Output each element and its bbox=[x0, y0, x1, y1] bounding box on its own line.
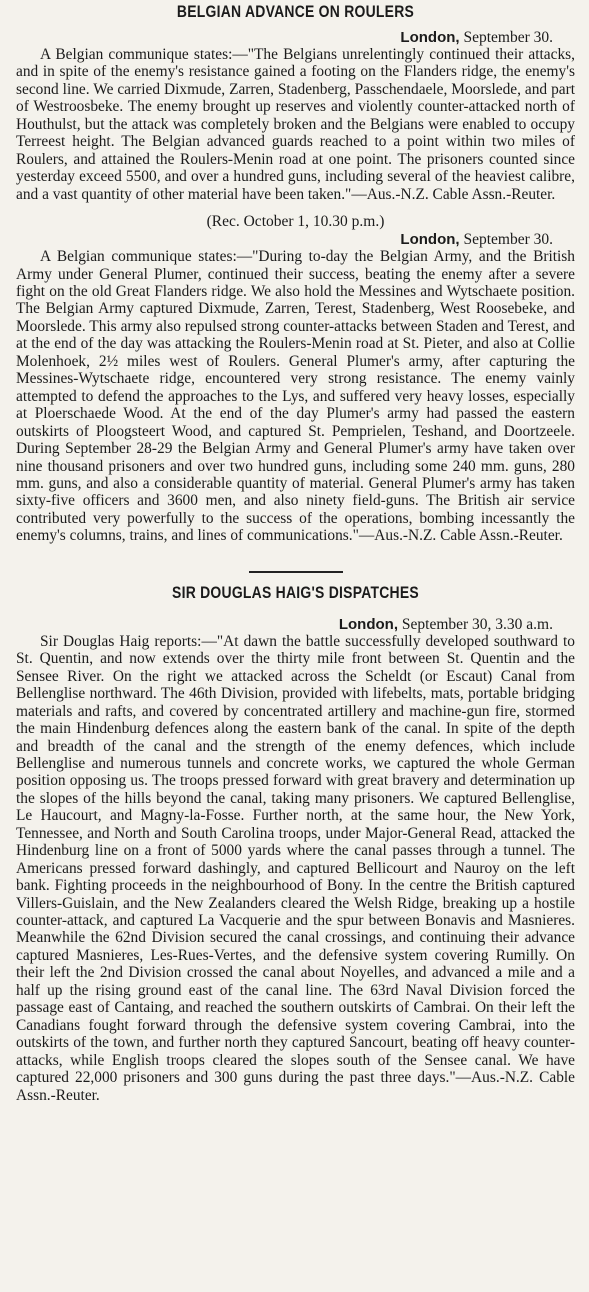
dateline bbox=[16, 232, 553, 248]
article-haig-dispatches bbox=[16, 583, 575, 1104]
article-paragraph: A Belgian communique states:—"During to-day the Belgian Army, and the British Army under General Plumer, continued their success, beating the enemy after a severe fight on the old Great Flanders ridge. We also hold the Messines and Wytschaete position. The Belgian Army captured Dixmude, Zarren, Terest, Stadenberg, West Roosebeke, and Moorslede. This army also repulsed strong counter-attacks between Staden and Terest, and at the end of the day was attacking the Roulers-Menin road at St. Pieter, and also at Collie Molenhoek, 2½ miles west of Roulers. General Plumer's army, after capturing the Messines-Wytschaete ridge, encountered very strong resistance. The enemy vainly attempted to defend the approaches to the Lys, and suffered very heavy losses, especially at Ploerschaede Wood. At the end of the day Plumer's army had passed the eastern outskirts of Ploogsteert Wood, and captured St. Pemprielen, Teshand, and Doortzeele. During September 28-29 the Belgian Army and General Plumer's army have taken over nine thousand prisoners and over two hundred guns, including some 240 mm. guns, 280 mm. guns, and also a considerable quantity of material. General Plumer's army has taken sixty-five officers and 3600 men, and also ninety field-guns. The British air service contributed very powerfully to the success of the operations, bombing incessantly the enemy's columns, trains, and lines of communications."—Aus.-N.Z. Cable Assn.-Reuter. bbox=[16, 248, 575, 545]
dateline bbox=[16, 30, 553, 46]
headline-haig-dispatches: SIR DOUGLAS HAIG'S DISPATCHES bbox=[172, 582, 419, 602]
section-divider bbox=[249, 571, 343, 573]
dateline-city: London, bbox=[400, 29, 460, 46]
article-belgian-advance bbox=[16, 2, 575, 545]
newspaper-clipping bbox=[0, 2, 589, 1292]
article-paragraph: Sir Douglas Haig reports:—"At dawn the battle successfully developed southward to St. Quentin, and now extends over the thirty mile front between St. Quentin and the Sensee River. On the right we attacked across the Scheldt (or Escaut) Canal from Bellenglise northward. The 46th Division, provided with lifebelts, mats, portable bridging materials and rafts, and covered by concentrated artillery and machine-gun fire, stormed the main Hindenburg defences along the eastern bank of the canal. In spite of the depth and breadth of the canal and the strength of the enemy defences, which include Bellenglise and numerous tunnels and concrete works, we captured the whole German position opposing us. The troops pressed forward with great bravery and determination up the slopes of the hills beyond the canal, taking many prisoners. We captured Bellenglise, Le Haucourt, and Magny-la-Fosse. Further north, at the same hour, the New York, Tennessee, and North and South Carolina troops, under Major-General Read, attacked the Hindenburg line on a front of 5000 yards where the canal passes through a tunnel. The Americans pressed forward dashingly, and captured Bellicourt and Nauroy on the left bank. Fighting proceeds in the neighbourhood of Bony. In the centre the British captured Villers-Guislain, and the New Zealanders cleared the Welsh Ridge, breaking up a hostile counter-attack, and captured La Vacquerie and the spur between Bonavis and Masnieres. Meanwhile the 62nd Division secured the canal crossings, and continuing their advance captured Masnieres, Les-Rues-Vertes, and the defensive system covering Rumilly. On their left the 2nd Division crossed the canal about Noyelles, and advanced a mile and a half up the rising ground east of the canal line. The 63rd Naval Division forced the passage east of Cantaing, and reached the southern outskirts of Cambrai. On their left the Canadians fought forward through the defensive system covering Cambrai, into the outskirts of the town, and further north they captured Sancourt, beating off heavy counter-attacks, while English troops cleared the slopes south of the Sensee canal. We have captured 22,000 prisoners and 300 guns during the past three days."—Aus.-N.Z. Cable Assn.-Reuter. bbox=[16, 632, 575, 1104]
dateline bbox=[16, 617, 553, 633]
headline-belgian-advance: BELGIAN ADVANCE ON ROULERS bbox=[176, 2, 415, 21]
article-paragraph: A Belgian communique states:—"The Belgians unrelentingly continued their attacks, and in spite of the enemy's resistance gained a footing on the Flanders ridge, the enemy's second line. We carried Dixmude, Zarren, Stadenberg, Passchendaele, Moorslede, and part of Westroosbeke. The enemy brought up reserves and violently counter-attacked north of Houthulst, but the attack was completely broken and the Belgians were enabled to occupy Terreest height. The Belgian advanced guards reached to a point within two miles of Roulers, and attained the Roulers-Menin road at one point. The prisoners counted since yesterday exceed 5500, and over a hundred guns, including several of the heaviest calibre, and a vast quantity of other material have been taken."—Aus.-N.Z. Cable Assn.-Reuter. bbox=[16, 46, 575, 203]
dateline-city: London, bbox=[400, 231, 460, 249]
dateline-date: September 30. bbox=[463, 29, 553, 46]
received-note: (Rec. October 1, 10.30 p.m.) bbox=[206, 213, 385, 231]
dateline-date: September 30, 3.30 a.m. bbox=[401, 615, 553, 633]
dateline-city: London, bbox=[338, 615, 399, 633]
dateline-date: September 30. bbox=[463, 231, 553, 249]
